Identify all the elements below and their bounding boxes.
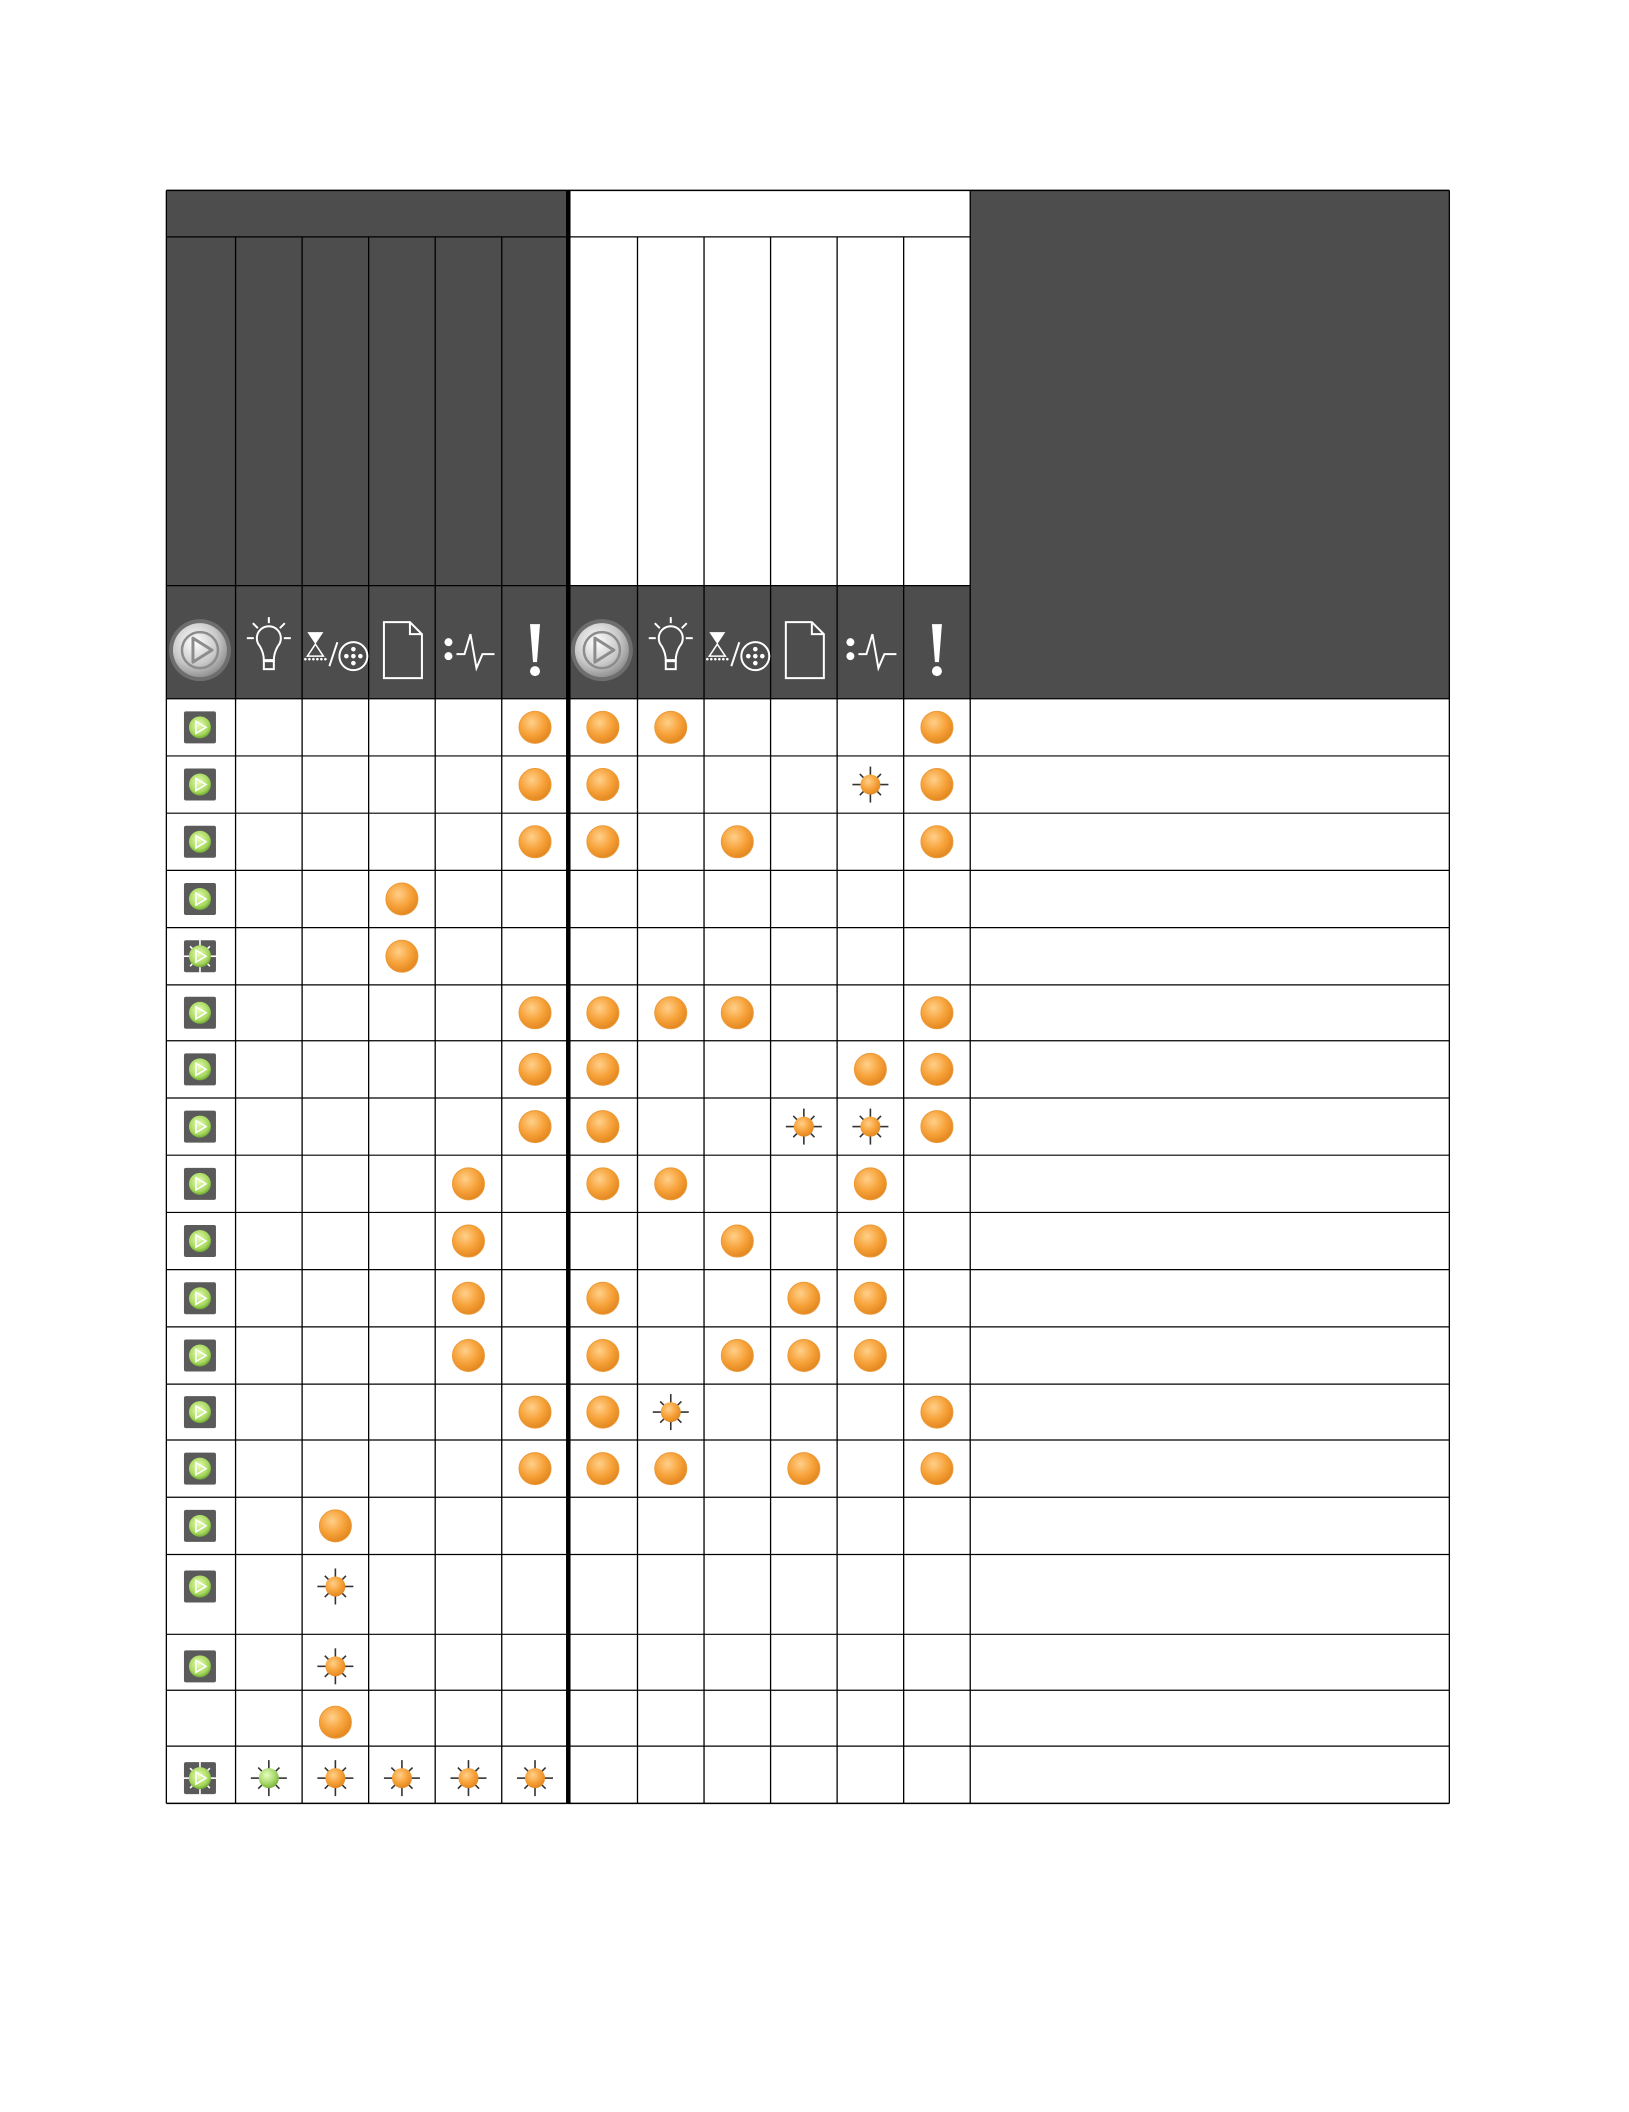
sand-dot — [726, 658, 729, 661]
led-body — [921, 711, 953, 743]
power-button-icon — [169, 619, 231, 681]
led-body — [587, 1053, 619, 1085]
led-body — [860, 775, 880, 795]
led-body — [854, 1225, 886, 1257]
power-indicator-icon — [184, 997, 216, 1029]
orange-led-blinking-icon — [517, 1760, 553, 1796]
led-body — [452, 1282, 484, 1314]
orange-led-icon — [587, 769, 619, 801]
sand-dot — [316, 658, 319, 661]
reel-hole — [760, 654, 765, 659]
led-body — [519, 1453, 551, 1485]
led-body — [325, 1768, 345, 1788]
orange-led-icon — [452, 1282, 484, 1314]
reel-hole — [753, 654, 758, 659]
orange-led-icon — [587, 1053, 619, 1085]
power-led — [189, 1230, 211, 1252]
led-body — [587, 1396, 619, 1428]
power-indicator-icon — [184, 883, 216, 915]
orange-led-icon — [386, 883, 418, 915]
led-body — [519, 997, 551, 1029]
signal-dot — [444, 652, 452, 660]
led-body — [386, 883, 418, 915]
reel-hole — [358, 654, 363, 659]
orange-led-icon — [921, 1453, 953, 1485]
orange-led-icon — [587, 826, 619, 858]
orange-led-icon — [788, 1282, 820, 1314]
orange-led-blinking-icon — [384, 1760, 420, 1796]
orange-led-blinking-icon — [317, 1760, 353, 1796]
sand-dot — [706, 658, 709, 661]
power-indicator-icon — [184, 1168, 216, 1200]
led-body — [860, 1117, 880, 1137]
orange-led-icon — [587, 1282, 619, 1314]
power-led — [189, 1767, 211, 1789]
sand-dot — [714, 658, 717, 661]
reel-hole — [344, 654, 349, 659]
sand-dot — [710, 658, 713, 661]
power-indicator-blinking-icon — [183, 1761, 217, 1795]
orange-led-icon — [386, 940, 418, 972]
power-led — [189, 1345, 211, 1367]
led-body — [519, 1396, 551, 1428]
power-led — [189, 716, 211, 738]
led-body — [519, 1053, 551, 1085]
power-led — [189, 1173, 211, 1195]
orange-led-icon — [519, 1396, 551, 1428]
orange-led-icon — [854, 1225, 886, 1257]
orange-led-blinking-icon — [852, 1109, 888, 1145]
led-body — [386, 940, 418, 972]
led-body — [721, 1340, 753, 1372]
orange-led-blinking-icon — [450, 1760, 486, 1796]
led-body — [587, 997, 619, 1029]
led-body — [587, 1282, 619, 1314]
led-body — [921, 769, 953, 801]
orange-led-icon — [655, 1168, 687, 1200]
led-body — [854, 1168, 886, 1200]
orange-led-icon — [519, 997, 551, 1029]
sand-dot — [304, 658, 307, 661]
header-description — [970, 190, 1449, 698]
orange-led-icon — [655, 997, 687, 1029]
power-led — [189, 1287, 211, 1309]
header-group-a — [166, 190, 568, 698]
orange-led-blinking-icon — [317, 1648, 353, 1684]
reel-hole — [351, 647, 356, 652]
led-body — [452, 1225, 484, 1257]
power-led — [189, 945, 211, 967]
orange-led-icon — [921, 1396, 953, 1428]
reel-hole — [753, 647, 758, 652]
led-body — [921, 1111, 953, 1143]
led-body — [921, 826, 953, 858]
led-body — [788, 1453, 820, 1485]
orange-led-icon — [788, 1453, 820, 1485]
reel-hole — [746, 654, 751, 659]
power-led — [189, 1058, 211, 1080]
orange-led-icon — [721, 826, 753, 858]
orange-led-icon — [854, 1282, 886, 1314]
orange-led-icon — [655, 711, 687, 743]
led-body — [921, 1053, 953, 1085]
led-body — [721, 997, 753, 1029]
led-body — [655, 997, 687, 1029]
power-indicator-icon — [184, 1510, 216, 1542]
led-body — [721, 1225, 753, 1257]
orange-led-icon — [587, 1396, 619, 1428]
orange-led-icon — [519, 1453, 551, 1485]
led-body — [788, 1282, 820, 1314]
power-indicator-icon — [184, 1340, 216, 1372]
power-indicator-icon — [184, 1453, 216, 1485]
led-body — [452, 1168, 484, 1200]
orange-led-icon — [587, 1168, 619, 1200]
orange-led-blinking-icon — [653, 1394, 689, 1430]
orange-led-icon — [452, 1168, 484, 1200]
sand-dot — [324, 658, 327, 661]
power-indicator-icon — [184, 1282, 216, 1314]
power-led — [189, 1575, 211, 1597]
led-body — [721, 826, 753, 858]
power-led — [189, 1655, 211, 1677]
sand-dot — [308, 658, 311, 661]
orange-led-icon — [519, 711, 551, 743]
signal-dot — [846, 652, 854, 660]
led-body — [519, 711, 551, 743]
led-body — [655, 1168, 687, 1200]
led-body — [325, 1656, 345, 1676]
sand-dot — [320, 658, 323, 661]
power-indicator-icon — [184, 1650, 216, 1682]
orange-led-icon — [921, 1111, 953, 1143]
orange-led-icon — [921, 769, 953, 801]
reel-hole — [351, 661, 356, 666]
exclamation-dot — [932, 666, 942, 676]
orange-led-icon — [921, 1053, 953, 1085]
orange-led-icon — [854, 1340, 886, 1372]
orange-led-icon — [655, 1453, 687, 1485]
green-led-blinking-icon — [251, 1760, 287, 1796]
power-led — [189, 1401, 211, 1423]
header-group-b-title — [568, 190, 970, 585]
led-body — [587, 826, 619, 858]
orange-led-icon — [452, 1225, 484, 1257]
orange-led-icon — [519, 769, 551, 801]
led-body — [854, 1282, 886, 1314]
power-button-icon — [571, 619, 633, 681]
orange-led-icon — [587, 1340, 619, 1372]
reel-hole — [753, 661, 758, 666]
led-body — [587, 1340, 619, 1372]
orange-led-icon — [319, 1706, 351, 1738]
power-led — [189, 1116, 211, 1138]
led-body — [452, 1340, 484, 1372]
orange-led-icon — [587, 711, 619, 743]
orange-led-icon — [587, 997, 619, 1029]
led-body — [587, 1111, 619, 1143]
orange-led-icon — [587, 1111, 619, 1143]
led-body — [921, 1396, 953, 1428]
power-indicator-blinking-icon — [183, 939, 217, 973]
led-body — [587, 1168, 619, 1200]
led-body — [655, 1453, 687, 1485]
exclamation-dot — [530, 666, 540, 676]
orange-led-icon — [854, 1053, 886, 1085]
led-body — [854, 1340, 886, 1372]
led-body — [921, 1453, 953, 1485]
power-indicator-icon — [184, 1396, 216, 1428]
led-body — [794, 1117, 814, 1137]
orange-led-icon — [921, 711, 953, 743]
orange-led-icon — [587, 1453, 619, 1485]
sand-dot — [722, 658, 725, 661]
orange-led-blinking-icon — [852, 767, 888, 803]
led-body — [319, 1706, 351, 1738]
orange-led-icon — [788, 1340, 820, 1372]
reel-hole — [351, 654, 356, 659]
signal-dot — [444, 638, 452, 646]
led-body — [525, 1768, 545, 1788]
orange-led-icon — [519, 1053, 551, 1085]
led-body — [854, 1053, 886, 1085]
led-body — [458, 1768, 478, 1788]
power-led — [189, 888, 211, 910]
led-body — [661, 1402, 681, 1422]
orange-led-icon — [319, 1510, 351, 1542]
sand-dot — [718, 658, 721, 661]
orange-led-icon — [854, 1168, 886, 1200]
led-body — [587, 1453, 619, 1485]
orange-led-icon — [721, 1225, 753, 1257]
led-body — [519, 769, 551, 801]
led-body — [587, 711, 619, 743]
power-indicator-icon — [184, 826, 216, 858]
orange-led-icon — [519, 826, 551, 858]
power-led — [189, 1458, 211, 1480]
sand-dot — [312, 658, 315, 661]
power-indicator-icon — [184, 1111, 216, 1143]
power-led — [189, 1002, 211, 1024]
power-led — [189, 774, 211, 796]
orange-led-icon — [721, 997, 753, 1029]
led-body — [921, 997, 953, 1029]
power-led — [189, 831, 211, 853]
orange-led-icon — [921, 997, 953, 1029]
orange-led-blinking-icon — [786, 1109, 822, 1145]
power-indicator-icon — [184, 711, 216, 743]
power-indicator-icon — [184, 1053, 216, 1085]
power-led — [189, 1515, 211, 1537]
signal-dot — [846, 638, 854, 646]
led-body — [259, 1768, 279, 1788]
power-indicator-icon — [184, 1225, 216, 1257]
orange-led-blinking-icon — [317, 1568, 353, 1604]
led-body — [519, 826, 551, 858]
led-body — [392, 1768, 412, 1788]
power-indicator-icon — [184, 1570, 216, 1602]
power-indicator-icon — [184, 769, 216, 801]
led-body — [788, 1340, 820, 1372]
orange-led-icon — [721, 1340, 753, 1372]
led-body — [587, 769, 619, 801]
orange-led-icon — [921, 826, 953, 858]
orange-led-icon — [452, 1340, 484, 1372]
led-body — [325, 1576, 345, 1596]
orange-led-icon — [519, 1111, 551, 1143]
led-body — [655, 711, 687, 743]
led-body — [519, 1111, 551, 1143]
led-body — [319, 1510, 351, 1542]
